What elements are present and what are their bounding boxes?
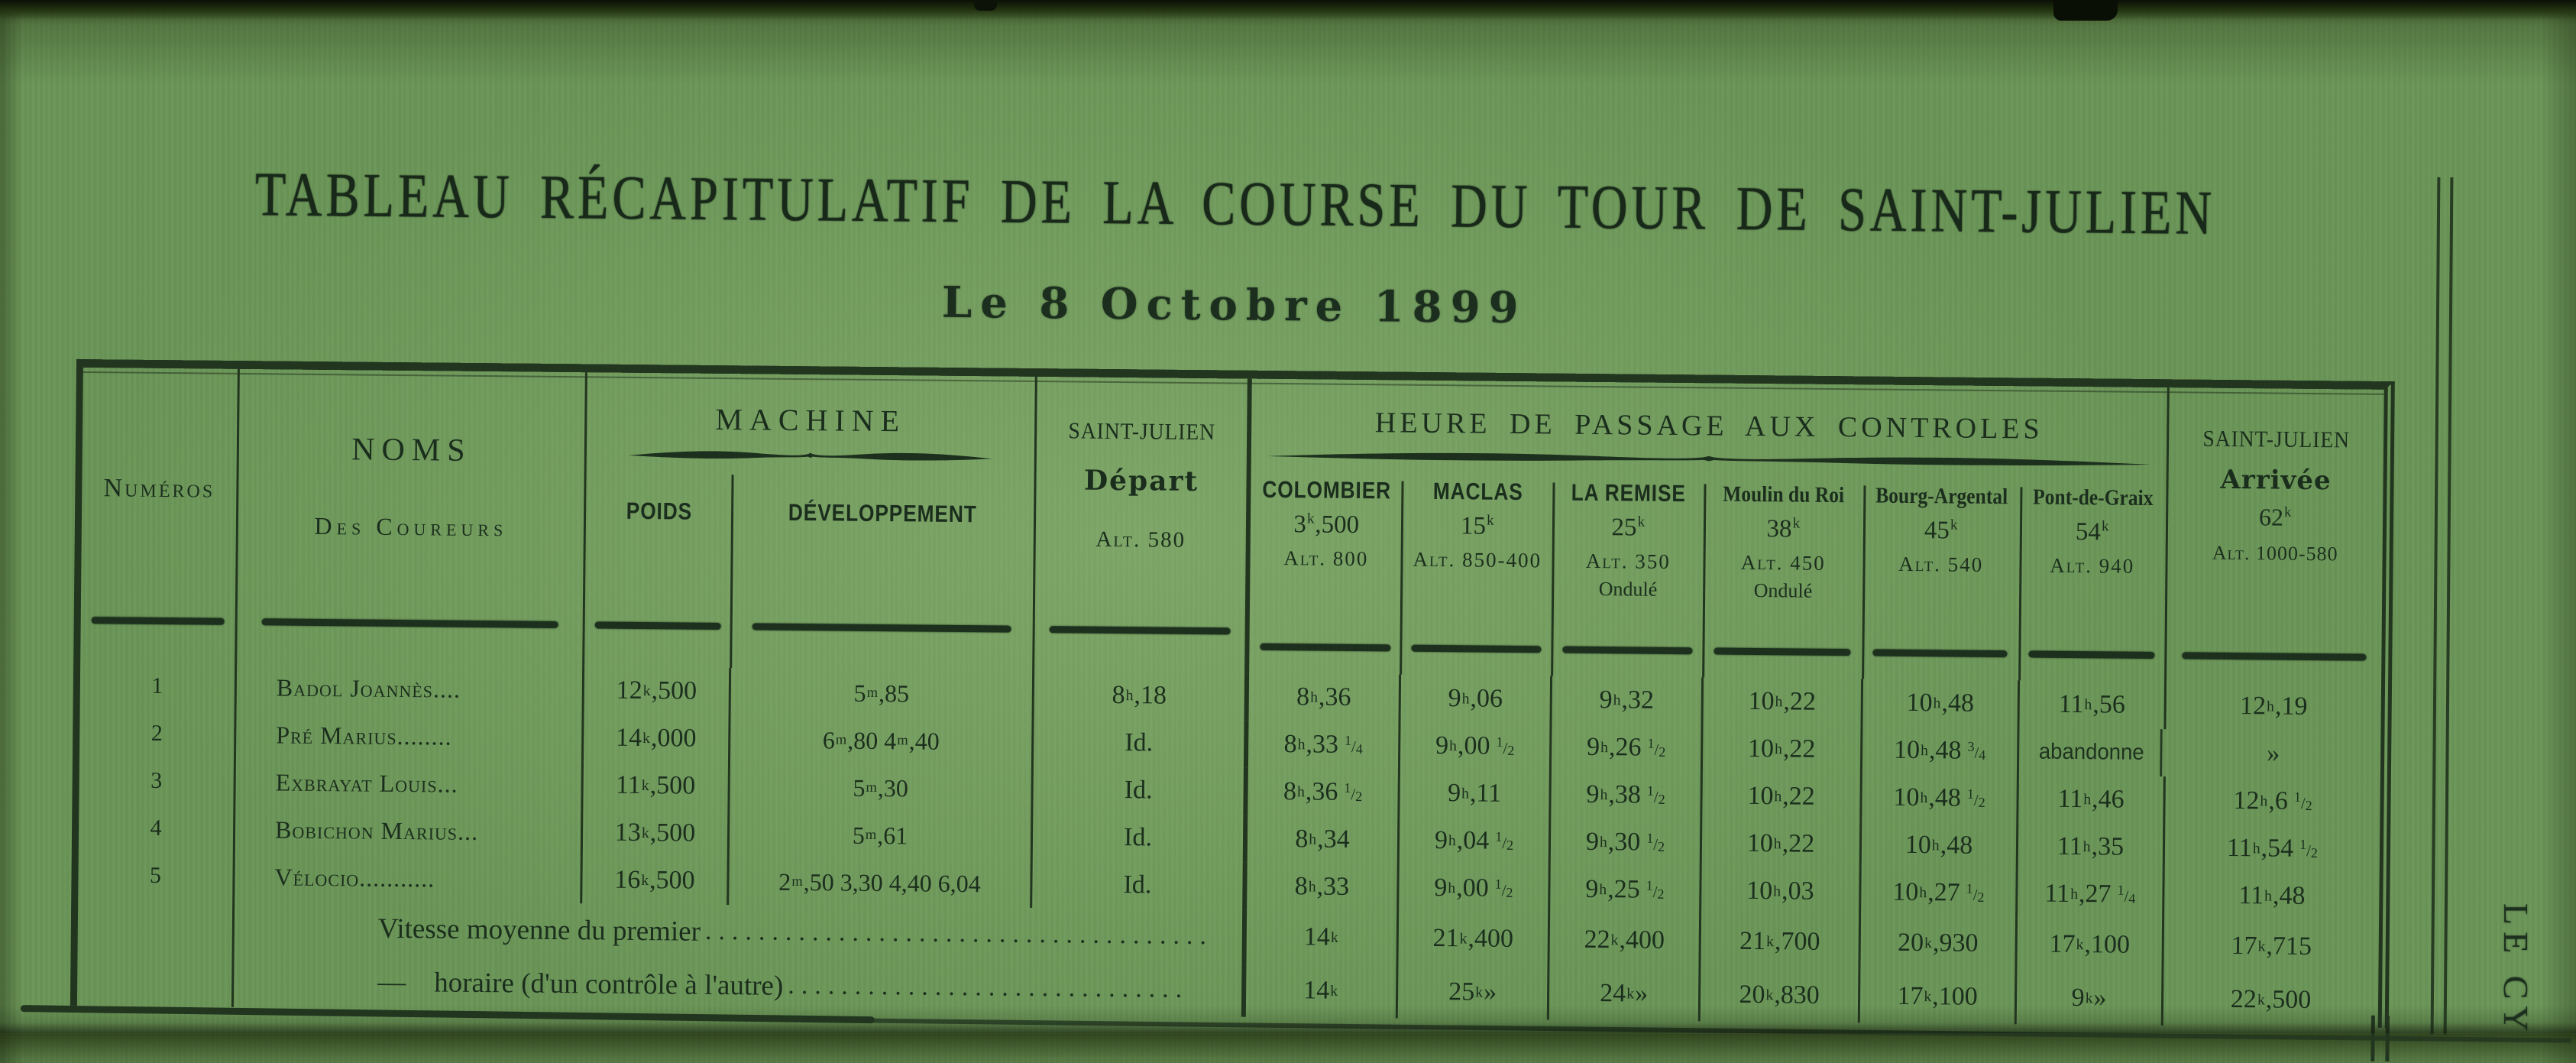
dotted-leader: .............................. — [783, 971, 1241, 1005]
header-developpement-label: DÉVELOPPEMENT — [788, 499, 977, 528]
control-name: Pont-de-Graix — [2033, 485, 2154, 511]
rider-depart: 8 h ,18 — [1034, 671, 1250, 721]
header-control-moulin-du-roi — [1703, 467, 1864, 679]
control-distance: 3$^k$,500 — [1293, 510, 1359, 540]
control-altitude: Alt. 350 — [1586, 549, 1671, 574]
control-name: Moulin du Roi — [1723, 481, 1845, 508]
time-maclas: 9 h ,00 1/2 — [1400, 722, 1552, 771]
time-bourg-argental: 10 h ,27 1/2 — [1861, 868, 2018, 917]
summary-la-remise: 22 k ,400 — [1549, 912, 1701, 967]
time-colombier: 8 h ,36 1/2 — [1248, 768, 1400, 817]
machine-subheaders — [584, 462, 1034, 671]
header-numeros — [80, 368, 240, 663]
time-pont-de-graix: 11 h ,46 — [2018, 775, 2166, 824]
rider-name: Exbrayat Louis... — [235, 758, 584, 809]
time-moulin-du-roi: 10 h ,22 — [1702, 772, 1862, 821]
control-altitude: Alt. 540 — [1898, 553, 1983, 577]
rider-depart: Id. — [1033, 766, 1248, 815]
time-colombier: 8 h ,34 — [1248, 815, 1400, 864]
summary-arrivee: 22 k ,500 — [2163, 972, 2379, 1028]
page-title: TABLEAU RÉCAPITULATIF DE LA COURSE DU TOUR DE SAINT-JULIEN — [93, 157, 2378, 251]
rider-name: Vélocio........... — [235, 853, 583, 903]
time-bourg-argental: 10 h ,48 — [1862, 679, 2020, 728]
header-controles-group — [1249, 379, 2170, 682]
header-divider-dash — [2182, 652, 2367, 660]
header-noms-label: NOMS — [351, 431, 472, 469]
time-moulin-du-roi: 10 h ,22 — [1702, 819, 1862, 868]
control-distance: 15$^k$ — [1461, 512, 1495, 540]
header-divider-dash — [92, 617, 225, 625]
summary-empty-cell — [78, 899, 235, 954]
summary-pont-de-graix: 9 k » — [2017, 971, 2164, 1026]
summary-moulin-du-roi: 20 k ,830 — [1701, 967, 1861, 1022]
time-arrivee: 12 h ,19 — [2166, 682, 2381, 731]
results-table — [70, 359, 2395, 1028]
control-altitude: Alt. 940 — [2050, 554, 2134, 578]
summary-label: — horaire (d'un contrôle à l'autre) .............................. — [234, 954, 1247, 1017]
summary-empty-cell — [77, 952, 235, 1007]
time-bourg-argental: 10 h ,48 — [1862, 821, 2019, 870]
time-pont-de-graix: 11 h ,27 1/4 — [2018, 870, 2165, 919]
header-poids — [584, 462, 733, 668]
rider-depart: Id. — [1034, 718, 1249, 768]
summary-la-remise: 24 k » — [1549, 966, 1701, 1021]
rider-number: 2 — [79, 709, 237, 758]
rider-developpement: 5 m ,85 — [731, 668, 1035, 718]
summary-arrivee: 17 k ,715 — [2163, 919, 2379, 974]
time-arrivee: 11 h ,54 1/2 — [2165, 824, 2380, 873]
rider-developpement: 2 m ,50 3,30 4,40 6,04 — [729, 857, 1033, 908]
rider-name: Pré Marius........ — [236, 711, 584, 761]
header-depart-place: SAINT-JULIEN — [1068, 418, 1215, 446]
header-controles-label: HEURE DE PASSAGE AUX CONTROLES — [1375, 406, 2044, 446]
rider-name: Badol Joannès.... — [237, 663, 585, 714]
summary-bourg-argental: 20 k ,930 — [1860, 916, 2018, 971]
time-arrivee: 11 h ,48 — [2164, 871, 2380, 921]
summary-colombier: 14 k — [1246, 910, 1399, 965]
time-pont-de-graix: abandonne — [2023, 728, 2163, 776]
header-arrivee-label: Arrivée — [2220, 465, 2332, 496]
control-distance: 25$^k$ — [1611, 514, 1646, 542]
control-name: LA REMISE — [1571, 479, 1686, 507]
summary-bourg-argental: 17 k ,100 — [1860, 969, 2018, 1024]
summary-maclas: 25 k » — [1398, 965, 1550, 1020]
header-arrivee — [2167, 387, 2384, 684]
header-control-pont-de-graix — [2018, 470, 2167, 682]
rider-developpement: 5 m ,30 — [730, 763, 1034, 813]
rider-developpement: 5 m ,61 — [730, 810, 1034, 860]
rider-depart: Id. — [1032, 860, 1248, 910]
time-maclas: 9 h ,11 — [1400, 770, 1552, 818]
summary-colombier: 14 k — [1246, 964, 1399, 1019]
dotted-leader: ...................................... — [701, 917, 1242, 951]
header-noms — [237, 369, 587, 666]
summary-moulin-du-roi: 21 k ,700 — [1701, 914, 1861, 969]
time-maclas: 9 h ,06 — [1401, 675, 1553, 724]
time-bourg-argental: 10 h ,48 3/4 — [1862, 726, 2020, 775]
time-moulin-du-roi: 10 h ,22 — [1703, 724, 1863, 773]
header-poids-label: POIDS — [626, 497, 692, 526]
header-divider-dash — [1873, 650, 2008, 658]
header-des-coureurs-label: Des Coureurs — [314, 512, 507, 542]
header-machine-group — [584, 372, 1037, 671]
time-colombier: 8 h ,33 1/4 — [1248, 721, 1401, 770]
header-numeros-label: Numéros — [103, 474, 215, 504]
time-arrivee: 12 h ,6 1/2 — [2165, 776, 2380, 826]
rider-number: 4 — [79, 804, 236, 853]
control-name: MACLAS — [1433, 478, 1523, 506]
header-divider-dash — [1562, 647, 1692, 655]
time-la-remise: 9 h ,30 1/2 — [1551, 818, 1703, 867]
photo-top-notch — [2053, 0, 2118, 21]
controles-subheaders — [1249, 463, 2167, 682]
time-pont-de-graix: 11 h ,56 — [2019, 680, 2167, 729]
time-arrivee: » — [2166, 729, 2381, 779]
header-divider-dash — [1412, 645, 1542, 653]
header-control-la-remise — [1552, 465, 1704, 677]
header-divider-dash — [1050, 626, 1231, 634]
summary-label: Vitesse moyenne du premier ...................................... — [235, 900, 1248, 964]
header-depart-alt: Alt. 580 — [1095, 527, 1186, 553]
header-divider-dash — [261, 618, 558, 628]
table-header-row — [80, 368, 2384, 684]
header-arrivee-alt: Alt. 1000-580 — [2212, 542, 2338, 566]
control-altitude: Alt. 450 — [1741, 551, 1826, 575]
rider-poids: 11 k ,500 — [583, 761, 730, 810]
control-note: Ondulé — [1754, 579, 1813, 603]
rider-developpement: 6 m ,80 4 m ,40 — [730, 715, 1034, 766]
time-la-remise: 9 h ,32 — [1552, 676, 1704, 724]
time-pont-de-graix: 11 h ,35 — [2018, 822, 2166, 871]
summary-pont-de-graix: 17 k ,100 — [2017, 917, 2164, 972]
time-maclas: 9 h ,04 1/2 — [1400, 817, 1552, 866]
time-colombier: 8 h ,36 — [1249, 673, 1402, 722]
control-distance: 54$^k$ — [2076, 518, 2110, 546]
rider-name: Bobichon Marius... — [235, 805, 584, 856]
header-divider-dash — [595, 621, 720, 630]
header-depart — [1034, 377, 1252, 673]
rider-depart: Id. — [1033, 813, 1248, 863]
rider-poids: 14 k ,000 — [584, 714, 731, 763]
rider-poids: 12 k ,500 — [584, 666, 732, 715]
control-altitude: Alt. 800 — [1283, 546, 1368, 571]
control-distance: 45$^k$ — [1924, 517, 1959, 545]
rider-poids: 16 k ,500 — [582, 856, 730, 905]
rider-number: 1 — [80, 662, 238, 711]
header-control-maclas — [1401, 465, 1554, 676]
photo-bottom-edge — [0, 1022, 2576, 1033]
header-control-colombier — [1249, 463, 1403, 675]
time-bourg-argental: 10 h ,48 1/2 — [1862, 773, 2019, 822]
control-note: Ondulé — [1599, 578, 1658, 601]
time-moulin-du-roi: 10 h ,03 — [1701, 867, 1862, 916]
rider-number: 3 — [79, 757, 236, 805]
header-developpement — [730, 463, 1034, 671]
header-machine-label: MACHINE — [715, 401, 906, 439]
time-moulin-du-roi: 10 h ,22 — [1704, 677, 1864, 726]
header-control-bourg-argental — [1862, 468, 2020, 680]
time-maclas: 9 h ,00 1/2 — [1399, 864, 1551, 913]
header-divider-dash — [2028, 650, 2154, 659]
time-la-remise: 9 h ,25 1/2 — [1550, 865, 1702, 914]
control-name: COLOMBIER — [1262, 476, 1391, 505]
time-la-remise: 9 h ,26 1/2 — [1552, 723, 1704, 772]
header-arrivee-distance: 62$^k$ — [2259, 503, 2293, 531]
header-divider-dash — [1714, 648, 1850, 656]
time-la-remise: 9 h ,38 1/2 — [1551, 770, 1703, 819]
header-divider-dash — [752, 623, 1011, 632]
rider-number: 5 — [78, 851, 235, 900]
adjacent-page-rotated-text: LE CY — [2496, 903, 2536, 1039]
time-colombier: 8 h ,33 — [1247, 863, 1400, 912]
summary-maclas: 21 k ,400 — [1398, 912, 1550, 967]
rider-poids: 13 k ,500 — [583, 809, 730, 857]
control-altitude: Alt. 850-400 — [1413, 548, 1542, 573]
header-arrivee-place: SAINT-JULIEN — [2202, 426, 2350, 454]
control-name: Bourg-Argental — [1875, 483, 2008, 510]
header-depart-label: Départ — [1084, 465, 1199, 497]
header-divider-dash — [1260, 643, 1390, 652]
page-subtitle: Le 8 Octobre 1899 — [103, 269, 2364, 341]
control-distance: 38$^k$ — [1766, 515, 1801, 543]
